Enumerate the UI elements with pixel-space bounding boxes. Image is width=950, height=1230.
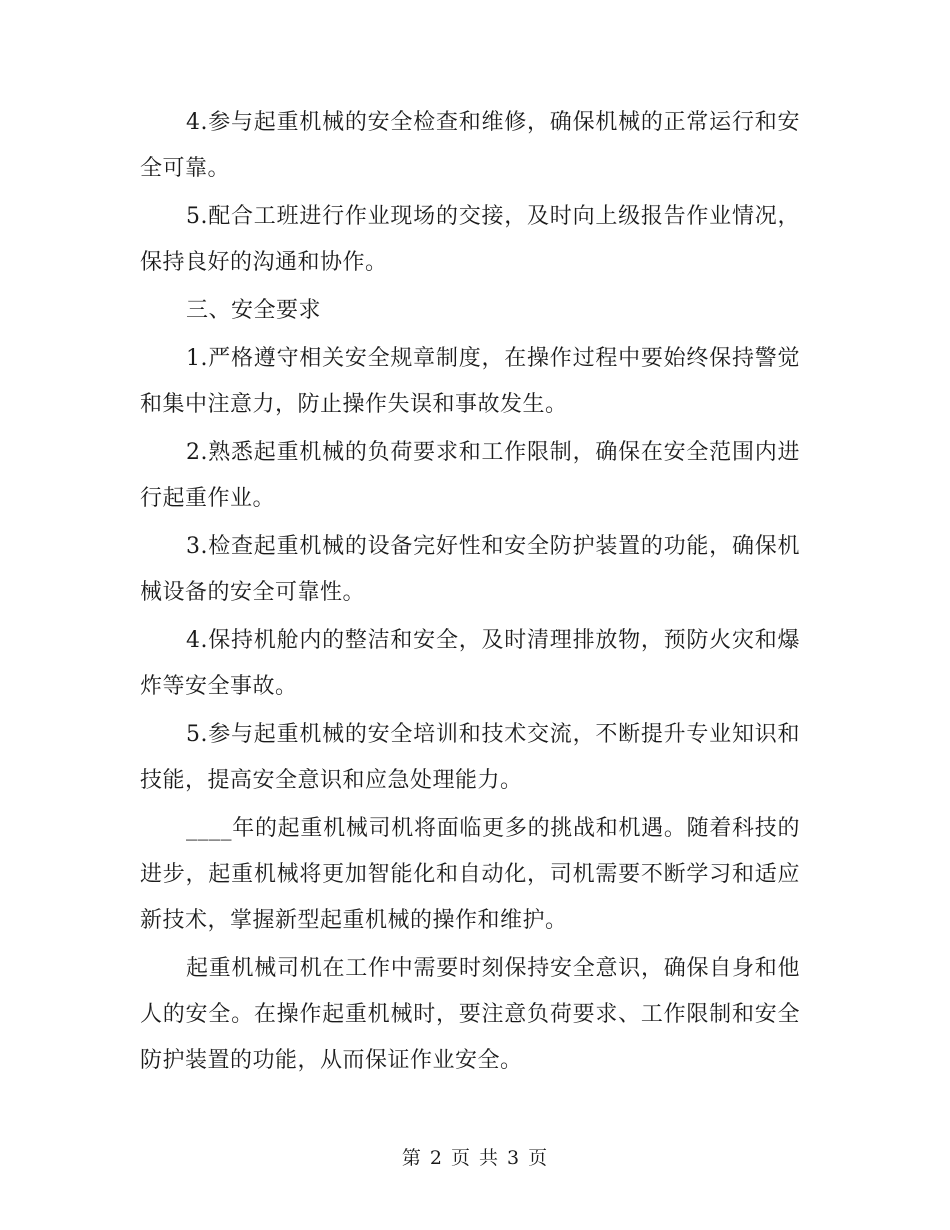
page-footer — [0, 1145, 950, 1171]
paragraph: 3.检查起重机械的设备完好性和安全防护装置的功能，确保机械设备的安全可靠性。 — [140, 534, 800, 605]
paragraph: 起重机械司机在工作中需要时刻保持安全意识，确保自身和他人的安全。在操作起重机械时，要注意负荷要求、工作限制和安全防护装置的功能，从而保证作业安全。 — [140, 956, 800, 1073]
section-heading: 三、安全要求 — [186, 298, 322, 323]
footer-label-di: 第 — [401, 1147, 422, 1169]
footer-label-ye-2: 页 — [528, 1147, 549, 1169]
total-pages-number: 3 — [507, 1147, 521, 1169]
paragraph: 1.严格遵守相关安全规章制度，在操作过程中要始终保持警觉和集中注意力，防止操作失误和事故发生。 — [140, 346, 800, 417]
paragraph: 2.熟悉起重机械的负荷要求和工作限制，确保在安全范围内进行起重作业。 — [140, 440, 800, 511]
document-body — [140, 100, 800, 1086]
paragraph: 5.配合工班进行作业现场的交接，及时向上级报告作业情况，保持良好的沟通和协作。 — [140, 204, 800, 275]
paragraph: 4.参与起重机械的安全检查和维修，确保机械的正常运行和安全可靠。 — [140, 110, 800, 181]
paragraph: ____年的起重机械司机将面临更多的挑战和机遇。随着科技的进步，起重机械将更加智能化和自动化，司机需要不断学习和适应新技术，掌握新型起重机械的操作和维护。 — [140, 816, 800, 933]
footer-label-ye: 页 — [450, 1147, 471, 1169]
footer-label-gong: 共 — [479, 1147, 500, 1169]
paragraph: 4.保持机舱内的整洁和安全，及时清理排放物，预防火灾和爆炸等安全事故。 — [140, 628, 800, 699]
current-page-number: 2 — [429, 1147, 443, 1169]
paragraph: 5.参与起重机械的安全培训和技术交流，不断提升专业知识和技能，提高安全意识和应急处理能力。 — [140, 722, 800, 793]
